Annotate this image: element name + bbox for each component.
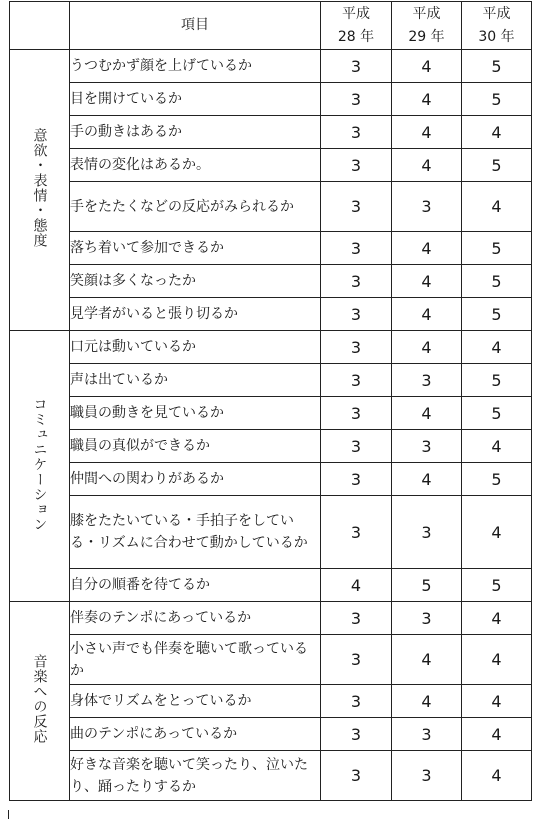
score-cell: 5 <box>462 232 532 265</box>
score-cell: 3 <box>321 116 392 149</box>
table-row <box>10 331 532 364</box>
table-row <box>10 149 532 182</box>
item-cell: 見学者がいると張り切るか <box>70 298 321 331</box>
item-cell: 声は出ているか <box>70 364 321 397</box>
category-cell <box>10 50 70 331</box>
score-cell: 3 <box>321 602 392 635</box>
score-cell: 4 <box>392 116 462 149</box>
score-cell: 3 <box>392 430 462 463</box>
score-cell: 3 <box>321 265 392 298</box>
score-cell: 5 <box>462 463 532 496</box>
score-cell: 4 <box>392 685 462 718</box>
table-row <box>10 116 532 149</box>
score-cell: 4 <box>392 331 462 364</box>
score-cell: 4 <box>462 685 532 718</box>
item-cell: うつむかず顔を上げているか <box>70 50 321 83</box>
item-cell: 身体でリズムをとっているか <box>70 685 321 718</box>
score-cell: 3 <box>321 751 392 801</box>
item-cell: 曲のテンポにあっているか <box>70 718 321 751</box>
header-item: 項目 <box>70 2 321 50</box>
page-edge-mark <box>8 810 9 819</box>
item-cell: 職員の真似ができるか <box>70 430 321 463</box>
score-cell: 3 <box>321 685 392 718</box>
table-row <box>10 569 532 602</box>
category-cell <box>10 602 70 801</box>
header-year: 30 年 <box>478 28 515 45</box>
table-row <box>10 718 532 751</box>
score-cell: 4 <box>392 397 462 430</box>
score-cell: 4 <box>462 430 532 463</box>
score-cell: 3 <box>392 364 462 397</box>
score-cell: 3 <box>392 718 462 751</box>
item-cell: 膝をたたいている・手拍子をしている・リズムに合わせて動かしているか <box>70 496 321 569</box>
score-cell: 4 <box>392 83 462 116</box>
table-row <box>10 430 532 463</box>
score-cell: 4 <box>392 50 462 83</box>
table-row <box>10 298 532 331</box>
score-cell: 3 <box>321 149 392 182</box>
score-cell: 4 <box>392 265 462 298</box>
score-cell: 3 <box>321 232 392 265</box>
table-body <box>10 50 532 801</box>
score-cell: 3 <box>321 397 392 430</box>
score-cell: 4 <box>392 298 462 331</box>
header-year: 29 年 <box>408 28 445 45</box>
score-cell: 5 <box>462 364 532 397</box>
score-cell: 3 <box>321 83 392 116</box>
table-row <box>10 364 532 397</box>
item-cell: 手の動きはあるか <box>70 116 321 149</box>
item-cell: 笑顔は多くなったか <box>70 265 321 298</box>
score-cell: 4 <box>462 182 532 232</box>
category-label: コミュニケーション <box>31 396 48 532</box>
table-row <box>10 635 532 685</box>
category-cell <box>10 331 70 602</box>
table-row <box>10 602 532 635</box>
score-cell: 3 <box>321 496 392 569</box>
item-cell: 伴奏のテンポにあっているか <box>70 602 321 635</box>
score-cell: 3 <box>321 718 392 751</box>
item-cell: 好きな音楽を聴いて笑ったり、泣いたり、踊ったりするか <box>70 751 321 801</box>
header-era: 平成 <box>342 5 370 22</box>
score-cell: 4 <box>462 496 532 569</box>
header-era: 平成 <box>482 5 511 22</box>
header-year-28 <box>321 2 392 50</box>
score-cell: 5 <box>462 265 532 298</box>
item-cell: 目を開けているか <box>70 83 321 116</box>
item-cell: 小さい声でも伴奏を聴いて歌っているか <box>70 635 321 685</box>
score-cell: 5 <box>462 397 532 430</box>
table-row <box>10 50 532 83</box>
item-cell: 手をたたくなどの反応がみられるか <box>70 182 321 232</box>
score-cell: 5 <box>392 569 462 602</box>
header-row <box>10 2 532 50</box>
score-cell: 3 <box>392 496 462 569</box>
score-cell: 4 <box>462 751 532 801</box>
table-row <box>10 685 532 718</box>
score-cell: 5 <box>462 569 532 602</box>
score-cell: 4 <box>462 116 532 149</box>
score-cell: 3 <box>321 430 392 463</box>
score-cell: 5 <box>462 83 532 116</box>
score-cell: 4 <box>462 635 532 685</box>
score-cell: 3 <box>321 635 392 685</box>
score-cell: 4 <box>462 602 532 635</box>
header-category-cell <box>10 2 70 50</box>
category-label: 音楽への反応 <box>31 654 48 744</box>
score-cell: 5 <box>462 149 532 182</box>
header-era: 平成 <box>412 5 441 22</box>
score-cell: 3 <box>392 751 462 801</box>
item-cell: 落ち着いて参加できるか <box>70 232 321 265</box>
score-cell: 4 <box>392 635 462 685</box>
table-row <box>10 232 532 265</box>
table-row <box>10 83 532 116</box>
score-cell: 3 <box>321 331 392 364</box>
score-cell: 3 <box>321 463 392 496</box>
score-cell: 4 <box>462 718 532 751</box>
score-cell: 3 <box>392 602 462 635</box>
item-cell: 職員の動きを見ているか <box>70 397 321 430</box>
table-row <box>10 751 532 801</box>
table-row <box>10 496 532 569</box>
item-cell: 仲間への関わりがあるか <box>70 463 321 496</box>
header-year: 28 年 <box>337 28 375 45</box>
table-row <box>10 265 532 298</box>
score-cell: 4 <box>462 331 532 364</box>
score-cell: 5 <box>462 50 532 83</box>
item-cell: 表情の変化はあるか。 <box>70 149 321 182</box>
item-cell: 口元は動いているか <box>70 331 321 364</box>
score-cell: 4 <box>321 569 392 602</box>
table-row <box>10 397 532 430</box>
score-cell: 3 <box>321 298 392 331</box>
score-cell: 4 <box>392 463 462 496</box>
header-year-29 <box>392 2 462 50</box>
header-year-30 <box>462 2 532 50</box>
table-row <box>10 463 532 496</box>
category-label: 意欲・表情・態度 <box>31 128 48 248</box>
evaluation-table <box>9 1 532 801</box>
score-cell: 3 <box>321 50 392 83</box>
score-cell: 3 <box>321 364 392 397</box>
score-cell: 3 <box>321 182 392 232</box>
score-cell: 4 <box>392 232 462 265</box>
score-cell: 3 <box>392 182 462 232</box>
item-cell: 自分の順番を待てるか <box>70 569 321 602</box>
score-cell: 4 <box>392 149 462 182</box>
table-row <box>10 182 532 232</box>
score-cell: 5 <box>462 298 532 331</box>
